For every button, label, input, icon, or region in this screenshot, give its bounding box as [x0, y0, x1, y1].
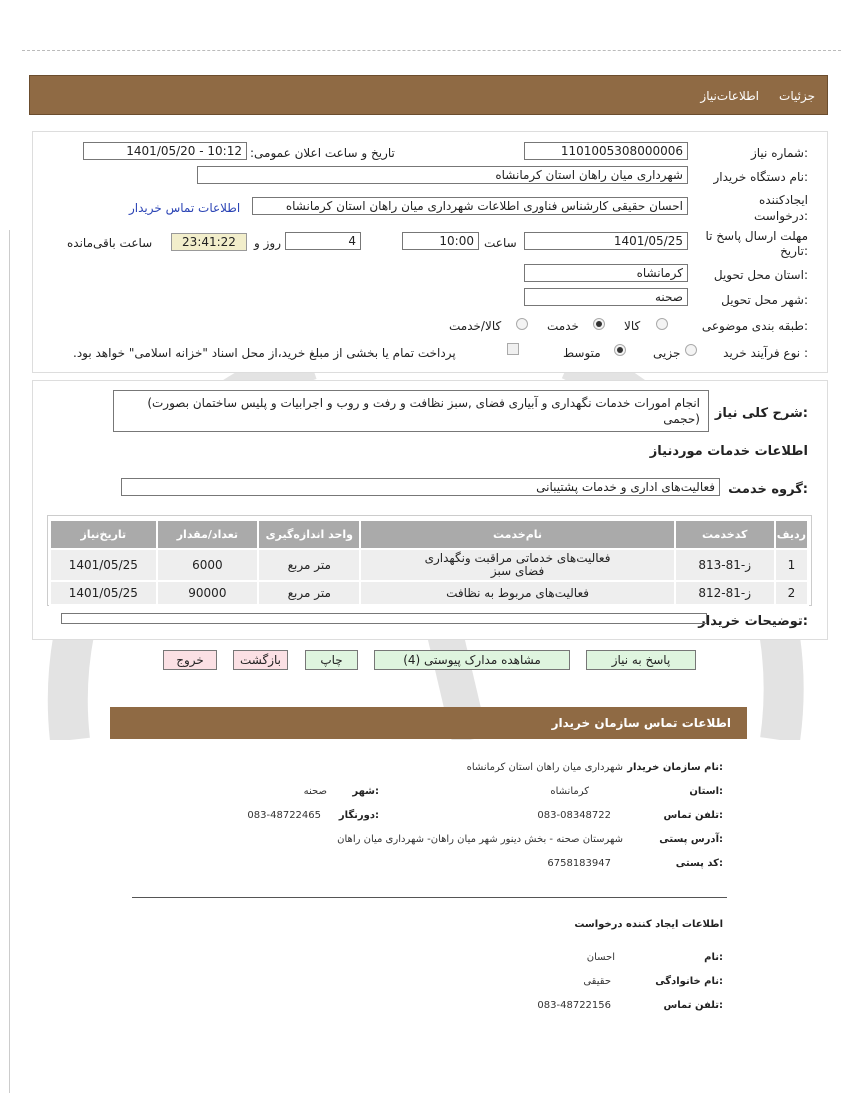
buyer-notes-label: توضیحات خریدار: — [698, 614, 808, 629]
time-label: ساعت — [484, 236, 517, 250]
postal-value: 6758183947 — [547, 858, 611, 869]
cell-date: 1401/05/25 — [50, 549, 157, 581]
cell-name: فعالیت‌های مربوط به نظافت — [360, 581, 674, 605]
creator-field: احسان حقیقی کارشناس فناوری اطلاعات شهرداری میان راهان استان کرمانشاه — [252, 197, 688, 215]
category-goods-label: کالا — [624, 319, 641, 333]
days-field: 4 — [285, 232, 361, 250]
org-label: نام سازمان خریدار: — [627, 762, 723, 773]
cell-code: ز-81-812 — [675, 581, 775, 605]
buyer-field: شهرداری میان راهان استان کرمانشاه — [197, 166, 688, 184]
contact-province-value: کرمانشاه — [550, 786, 589, 797]
province-label: استان محل تحویل: — [713, 268, 808, 282]
tab-details[interactable]: جزئیات — [779, 89, 815, 103]
details-header — [29, 75, 828, 115]
group-label: گروه خدمت: — [728, 482, 808, 497]
buyer-contact-link[interactable]: اطلاعات تماس خریدار — [129, 201, 241, 215]
cell-unit: متر مربع — [258, 549, 360, 581]
contact-phone-value: 083-08348722 — [537, 810, 611, 821]
creator-phone-value: 083-48722156 — [537, 1000, 611, 1011]
process-medium-label: متوسط — [563, 346, 601, 360]
tab-need-info[interactable]: اطلاعات‌نیاز — [700, 89, 759, 103]
deadline-date-field: 1401/05/25 — [524, 232, 688, 250]
creator-name-value: احسان — [586, 952, 615, 963]
payment-note: پرداخت تمام یا بخشی از مبلغ خرید،از محل اسناد "خزانه اسلامی" خواهد بود. — [73, 346, 456, 360]
cell-unit: متر مربع — [258, 581, 360, 605]
exit-button[interactable]: خروج — [163, 650, 217, 670]
process-medium-radio[interactable] — [614, 344, 626, 356]
deadline-label: مهلت ارسال پاسخ تا — [705, 229, 808, 243]
contact-fax-label: دورنگار: — [338, 810, 379, 821]
col-unit: واحد اندازه‌گیری — [258, 520, 360, 549]
payment-checkbox[interactable] — [507, 343, 519, 355]
col-service-code: کدخدمت — [675, 520, 775, 549]
city-field: صحنه — [524, 288, 688, 306]
process-small-radio[interactable] — [685, 344, 697, 356]
col-service-name: نام‌خدمت — [360, 520, 674, 549]
cell-row: 2 — [775, 581, 808, 605]
back-button[interactable]: بازگشت — [233, 650, 288, 670]
category-service-radio[interactable] — [593, 318, 605, 330]
announce-label: تاریخ و ساعت اعلان عمومی: — [250, 146, 395, 160]
table-row — [50, 581, 808, 605]
print-button[interactable]: چاپ — [305, 650, 358, 670]
table-header-row — [50, 520, 808, 549]
process-label: نوع فرآیند خرید : — [723, 346, 808, 360]
summary-label: شرح کلی نیاز: — [714, 406, 808, 421]
services-table — [49, 519, 809, 606]
creator-name-label: نام: — [704, 952, 723, 963]
left-border — [9, 230, 10, 1093]
contact-divider — [132, 897, 727, 898]
deadline-time-field: 10:00 — [402, 232, 479, 250]
category-goods-service-radio[interactable] — [516, 318, 528, 330]
address-value: شهرستان صحنه - بخش دینور شهر میان راهان- شهرداری میان راهان — [337, 834, 623, 845]
view-docs-button[interactable]: مشاهده مدارک پیوستی (4) — [374, 650, 570, 670]
cell-quantity: 6000 — [157, 549, 259, 581]
creator-phone-label: تلفن تماس: — [663, 1000, 723, 1011]
cell-code: ز-81-813 — [675, 549, 775, 581]
group-field: فعالیت‌های اداری و خدمات پشتیبانی — [121, 478, 720, 496]
cell-name: فعالیت‌های خدماتی مراقبت ونگهداری فضای سبز — [360, 549, 674, 581]
contact-city-label: شهر: — [352, 786, 379, 797]
creator-label-2: درخواست: — [754, 209, 808, 223]
announce-date-field: 1401/05/20 - 10:12 — [83, 142, 247, 160]
postal-label: کد پستی: — [675, 858, 723, 869]
contact-city-value: صحنه — [303, 786, 327, 797]
cell-date: 1401/05/25 — [50, 581, 157, 605]
category-service-label: خدمت — [547, 319, 579, 333]
province-field: کرمانشاه — [524, 264, 688, 282]
category-goods-radio[interactable] — [656, 318, 668, 330]
org-value: شهرداری میان راهان استان کرمانشاه — [466, 762, 623, 773]
cell-row: 1 — [775, 549, 808, 581]
top-divider — [22, 50, 841, 51]
deadline-label-2: تاریخ: — [780, 244, 808, 258]
contact-province-label: استان: — [689, 786, 723, 797]
buyer-notes-field — [61, 613, 707, 624]
creator-info-title: اطلاعات ایجاد کننده درخواست — [574, 919, 723, 930]
buyer-label: نام دستگاه خریدار: — [713, 170, 808, 184]
creator-family-label: نام خانوادگی: — [655, 976, 723, 987]
services-title: اطلاعات خدمات موردنیاز — [649, 444, 808, 459]
address-label: آدرس پستی: — [659, 834, 723, 845]
contact-phone-label: تلفن تماس: — [663, 810, 723, 821]
summary-text: انجام امورات خدمات نگهداری و آبیاری فضای ,سبز نظافت و رفت و روب و اجرابیات و پلیس ساختمان بصورت) (حجمی — [113, 390, 709, 432]
category-goods-service-label: کالا/خدمت — [449, 319, 502, 333]
need-number-label: شماره نیاز: — [750, 146, 808, 160]
contact-fax-value: 083-48722465 — [247, 810, 321, 821]
contact-title: اطلاعات تماس سازمان خریدار — [551, 716, 731, 730]
creator-label: ایجادکننده — [759, 193, 808, 207]
col-quantity: تعداد/مقدار — [157, 520, 259, 549]
remaining-label: ساعت باقی‌مانده — [67, 236, 153, 250]
remaining-time-field: 23:41:22 — [171, 233, 247, 251]
reply-button[interactable]: پاسخ به نیاز — [586, 650, 696, 670]
table-row — [50, 549, 808, 581]
need-number-field: 1101005308000006 — [524, 142, 688, 160]
days-label: روز و — [254, 236, 281, 250]
process-small-label: جزیی — [653, 346, 681, 360]
creator-family-value: حقیقی — [583, 976, 611, 987]
col-need-date: تاریخ‌نیاز — [50, 520, 157, 549]
category-label: طبقه بندی موضوعی: — [701, 319, 808, 333]
col-row: ردیف — [775, 520, 808, 549]
cell-quantity: 90000 — [157, 581, 259, 605]
contact-header — [110, 707, 747, 739]
city-label: شهر محل تحویل: — [721, 293, 808, 307]
